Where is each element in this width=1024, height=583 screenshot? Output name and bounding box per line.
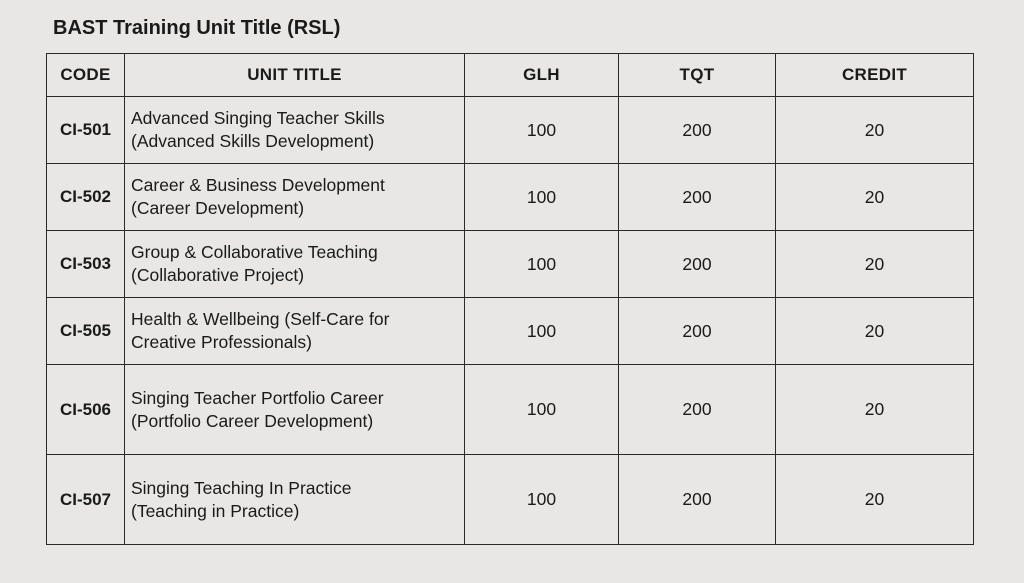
unit-title-line: Creative Professionals)	[131, 332, 312, 352]
glh-value: 100	[465, 365, 619, 455]
unit-code: CI-506	[47, 365, 125, 455]
unit-title-line: (Teaching in Practice)	[131, 500, 300, 521]
unit-title	[125, 365, 465, 455]
unit-title	[125, 231, 465, 298]
header-code: CODE	[47, 54, 125, 97]
tqt-value: 200	[619, 97, 776, 164]
unit-title	[125, 97, 465, 164]
table-row	[47, 365, 974, 455]
unit-title-line: Singing Teacher Portfolio Career	[131, 387, 384, 408]
table-header-row	[47, 54, 974, 97]
glh-value: 100	[465, 231, 619, 298]
tqt-value: 200	[619, 231, 776, 298]
tqt-value: 200	[619, 365, 776, 455]
unit-title	[125, 164, 465, 231]
unit-title-line: (Portfolio Career Development)	[131, 410, 374, 431]
table-row	[47, 231, 974, 298]
header-credit: CREDIT	[776, 54, 974, 97]
table-row	[47, 455, 974, 545]
header-tqt: TQT	[619, 54, 776, 97]
unit-code: CI-507	[47, 455, 125, 545]
unit-title-line: Singing Teaching In Practice	[131, 477, 352, 498]
unit-title-line: (Career Development)	[131, 198, 305, 218]
credit-value: 20	[776, 231, 974, 298]
table-row	[47, 97, 974, 164]
unit-title-line: Advanced Singing Teacher Skills	[131, 108, 385, 128]
header-unit-title: UNIT TITLE	[125, 54, 465, 97]
table-row	[47, 298, 974, 365]
glh-value: 100	[465, 97, 619, 164]
credit-value: 20	[776, 298, 974, 365]
credit-value: 20	[776, 365, 974, 455]
tqt-value: 200	[619, 455, 776, 545]
page-title: BAST Training Unit Title (RSL)	[53, 17, 341, 39]
unit-title-line: Health & Wellbeing (Self-Care for	[131, 309, 390, 329]
unit-code: CI-502	[47, 164, 125, 231]
unit-code: CI-503	[47, 231, 125, 298]
credit-value: 20	[776, 97, 974, 164]
table-row	[47, 164, 974, 231]
tqt-value: 200	[619, 298, 776, 365]
unit-title-line: (Advanced Skills Development)	[131, 131, 375, 151]
header-glh: GLH	[465, 54, 619, 97]
unit-title-line: Career & Business Development	[131, 175, 385, 195]
glh-value: 100	[465, 164, 619, 231]
unit-title	[125, 298, 465, 365]
credit-value: 20	[776, 455, 974, 545]
credit-value: 20	[776, 164, 974, 231]
unit-title-line: Group & Collaborative Teaching	[131, 242, 378, 262]
unit-title-line: (Collaborative Project)	[131, 265, 305, 285]
unit-title	[125, 455, 465, 545]
units-table	[46, 53, 974, 545]
glh-value: 100	[465, 455, 619, 545]
unit-code: CI-501	[47, 97, 125, 164]
unit-code: CI-505	[47, 298, 125, 365]
tqt-value: 200	[619, 164, 776, 231]
glh-value: 100	[465, 298, 619, 365]
